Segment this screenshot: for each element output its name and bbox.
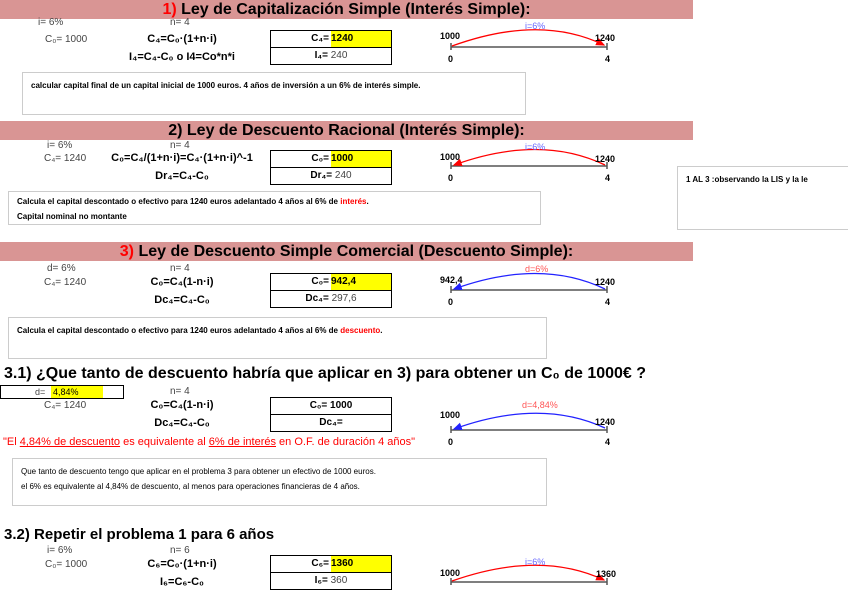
result-box bbox=[270, 555, 392, 590]
note-box[interactable] bbox=[12, 458, 547, 506]
interest-value: 240 bbox=[330, 50, 348, 61]
note-box[interactable] bbox=[8, 317, 547, 359]
timeline-start: 0 bbox=[448, 437, 454, 447]
discount-label: Dc₄= bbox=[319, 417, 343, 428]
note-text: Calcula el capital descontado o efectivo para 1240 euros adelantado 4 años al 6% de bbox=[17, 197, 341, 206]
note-text: . bbox=[366, 197, 369, 206]
timeline-rate: i=6% bbox=[525, 21, 546, 31]
capital-label: C₀= 1000 bbox=[45, 559, 88, 570]
capital-label: C₀= 1000 bbox=[45, 34, 88, 45]
n-label: n= 4 bbox=[170, 140, 190, 151]
formula-2: Dc₄=C₄-C₀ bbox=[154, 294, 210, 306]
formula-1: C₆=C₀·(1+n·i) bbox=[147, 558, 217, 570]
timeline-start: 0 bbox=[448, 54, 454, 64]
section-1-header bbox=[0, 0, 693, 19]
timeline-left-value: 1000 bbox=[440, 568, 461, 578]
formula-1: C₀=C₄/(1+n·i)=C₄·(1+n·i)^-1 bbox=[111, 152, 253, 164]
timeline-left-value: 1000 bbox=[440, 152, 461, 162]
timeline-rate: d=4,84% bbox=[522, 400, 558, 410]
result-value[interactable]: 1000 bbox=[331, 151, 391, 167]
formula-1: C₀=C₄(1-n·i) bbox=[150, 276, 214, 288]
note-text: . bbox=[380, 326, 383, 335]
capital-label: C₄= 1240 bbox=[44, 153, 87, 164]
discount-value: 297,6 bbox=[331, 293, 357, 304]
note-highlight: interés bbox=[340, 197, 367, 206]
note-box[interactable] bbox=[22, 72, 526, 115]
timeline-rate: i=6% bbox=[525, 142, 546, 152]
capital-label: C₄= 1240 bbox=[44, 277, 87, 288]
formula-2: I₆=C₆-C₀ bbox=[160, 576, 204, 588]
formula-2: Dc₄=C₄-C₀ bbox=[154, 417, 210, 429]
timeline-rate: d=6% bbox=[525, 264, 549, 274]
rate-value[interactable]: 4,84% bbox=[51, 386, 103, 398]
section-number: 3) bbox=[119, 243, 134, 260]
interest-value: 360 bbox=[330, 575, 348, 586]
n-label: n= 4 bbox=[170, 263, 190, 274]
rate-label: d= 6% bbox=[47, 263, 76, 274]
timeline-right-value: 1240 bbox=[595, 277, 616, 287]
n-label: n= 4 bbox=[170, 386, 190, 397]
n-label: n= 4 bbox=[170, 17, 190, 28]
result-box bbox=[270, 30, 392, 65]
note-text: Que tanto de descuento tengo que aplicar en el problema 3 para obtener un efectivo de 1000 euros. bbox=[21, 467, 376, 476]
result-box bbox=[270, 397, 392, 432]
timeline-left-value: 1000 bbox=[440, 31, 461, 41]
section-title: Ley de Capitalización Simple (Interés Simple): bbox=[176, 1, 531, 18]
rate-label: i= 6% bbox=[38, 17, 64, 28]
timeline-end: 4 bbox=[605, 437, 611, 447]
result-label: C₀= bbox=[311, 276, 329, 287]
result-label: C₆= bbox=[311, 558, 329, 569]
rate-label: i= 6% bbox=[47, 545, 73, 556]
interest-label: I₄= bbox=[314, 50, 328, 61]
result-label: C₀= bbox=[311, 153, 329, 164]
rate-cell bbox=[0, 385, 124, 399]
result-label: C₄= bbox=[311, 33, 329, 44]
formula-1: C₀=C₄(1-n·i) bbox=[150, 399, 214, 411]
section-3-header bbox=[0, 242, 693, 261]
timeline-right-value: 1240 bbox=[595, 417, 616, 427]
note-text: Capital nominal no montante bbox=[17, 212, 127, 221]
formula-2: Dr₄=C₄-C₀ bbox=[155, 170, 209, 182]
result-box bbox=[270, 150, 392, 185]
note-text: Calcula el capital descontado o efectivo para 1240 euros adelantado 4 años al 6% de bbox=[17, 326, 341, 335]
timeline-left-value: 1000 bbox=[440, 410, 461, 420]
result-value[interactable]: 1240 bbox=[331, 31, 391, 47]
rate-label: i= 6% bbox=[47, 140, 73, 151]
section-title: Ley de Descuento Simple Comercial (Descuento Simple): bbox=[134, 243, 574, 260]
capital-label: C₄= 1240 bbox=[44, 400, 87, 411]
quote-highlight: 6% de interés bbox=[208, 436, 276, 448]
quote-text: es equivalente al bbox=[120, 436, 209, 448]
quote-text: "El bbox=[3, 436, 20, 448]
timeline-right-value: 1360 bbox=[596, 569, 617, 579]
section-3-1-title: 3.1) ¿Que tanto de descuento habría que aplicar en 3) para obtener un C₀ de 1000€ ? bbox=[4, 365, 647, 382]
timeline-end: 4 bbox=[605, 297, 611, 307]
section-title: 2) Ley de Descuento Racional (Interés Simple): bbox=[168, 122, 525, 139]
discount-label: Dc₄= bbox=[305, 293, 329, 304]
timeline-end: 4 bbox=[605, 54, 611, 64]
timeline-end: 4 bbox=[605, 173, 611, 183]
timeline-start: 0 bbox=[448, 297, 454, 307]
side-note-box[interactable] bbox=[677, 166, 848, 230]
section-number: 1) bbox=[162, 1, 177, 18]
formula-2: I₄=C₄-C₀ o I4=Co*n*i bbox=[129, 51, 235, 63]
timeline-rate: i=6% bbox=[525, 557, 546, 567]
formula-1: C₄=C₀·(1+n·i) bbox=[147, 33, 217, 45]
rate-label: d= bbox=[35, 387, 46, 397]
note-text: el 6% es equivalente al 4,84% de descuento, al menos para operaciones financieras de 4 años. bbox=[21, 482, 360, 491]
timeline-right-value: 1240 bbox=[595, 33, 616, 43]
note-box[interactable] bbox=[8, 191, 541, 225]
result-label: C₀= 1000 bbox=[309, 400, 353, 411]
section-3-2-title: 3.2) Repetir el problema 1 para 6 años bbox=[4, 526, 275, 543]
result-box bbox=[270, 273, 392, 308]
interest-label: I₆= bbox=[314, 575, 328, 586]
equivalence-quote bbox=[3, 436, 415, 448]
timeline-left-value: 942,4 bbox=[440, 275, 463, 285]
timeline-right-value: 1240 bbox=[595, 154, 616, 164]
discount-label: Dr₄= bbox=[310, 170, 333, 181]
side-note-text: 1 AL 3 :observando la LIS y la le bbox=[686, 175, 808, 184]
n-label: n= 6 bbox=[170, 545, 190, 556]
note-highlight: descuento bbox=[340, 326, 381, 335]
result-value[interactable]: 942,4 bbox=[331, 274, 391, 290]
quote-highlight: 4,84% de descuento bbox=[19, 436, 121, 448]
section-2-header bbox=[0, 121, 693, 140]
note-text: calcular capital final de un capital inicial de 1000 euros. 4 años de inversión a un 6% de interés simple. bbox=[31, 81, 421, 90]
quote-text: en O.F. de duración 4 años" bbox=[276, 436, 416, 448]
discount-value: 240 bbox=[334, 170, 352, 181]
timeline-start: 0 bbox=[448, 173, 454, 183]
result-value[interactable]: 1360 bbox=[331, 556, 391, 572]
